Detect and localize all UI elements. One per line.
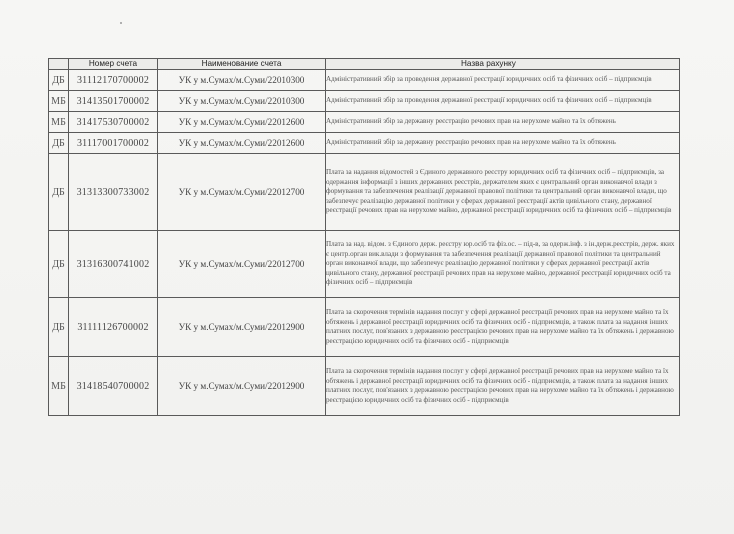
- account-description: Плата за скорочення термінів надання послуг у сфері державної реєстрації речових прав на нерухоме майно та їх обтяжень і державної реєстрації юридичних осіб та фізичних осіб - підприємців, а також плата за надання інших платних послуг, пов'язаних з державною реєстрацією речових прав на нерухоме майно та їх обтяжень і державною реєстрацією юридичних осіб та фізичних осіб - підприємців: [326, 298, 680, 357]
- account-recipient: УК у м.Сумах/м.Суми/22012600: [158, 133, 326, 154]
- account-description: Плата за над. відом. з Єдиного держ. реєстру юр.осіб та фіз.ос. – під-в, за одерж.інф. з ін.держ.реєстрів, держ. яких є центр.орган вик.влади з формування та забезпечення реалізації державної правової політики та центральний орган виконавчої влади, що забезпечує реалізацію державної політики у сферах державної реєстрації актів цивільного стану, державної реєстрації речових прав на нерухоме майно, державної реєстрації юридичних осіб та фізичних осіб – підприємців: [326, 231, 680, 298]
- header-account-title: Назва рахунку: [326, 59, 680, 70]
- budget-code: МБ: [49, 357, 69, 416]
- account-description: Адміністративний збір за державну реєстрацію речових прав на нерухоме майно та їх обтяжень: [326, 112, 680, 133]
- table-header-row: [49, 59, 680, 70]
- account-description: Плата за надання відомостей з Єдиного державного реєстру юридичних осіб та фізичних осіб – підприємців, за одержання інформації з інших державних реєстрів, держателем яких є центральний орган виконавчої влади з формування та забезпечення реалізації державної правової політики та центральний орган виконавчої влади, що забезпечує реалізацію державної політики у сферах державної реєстрації актів цивільного стану, державної реєстрації речових прав на нерухоме майно, державної реєстрації юридичних осіб та фізичних осіб – підприємців: [326, 154, 680, 231]
- table-row: [49, 357, 680, 416]
- budget-code: ДБ: [49, 154, 69, 231]
- scan-speck: [120, 22, 122, 24]
- accounts-table: [48, 58, 680, 416]
- account-number: 31117001700002: [69, 133, 158, 154]
- budget-code: ДБ: [49, 231, 69, 298]
- table-row: [49, 298, 680, 357]
- account-recipient: УК у м.Сумах/м.Суми/22012700: [158, 231, 326, 298]
- table-row: [49, 91, 680, 112]
- account-number: 31418540700002: [69, 357, 158, 416]
- account-number: 31112170700002: [69, 70, 158, 91]
- budget-code: ДБ: [49, 70, 69, 91]
- account-recipient: УК у м.Сумах/м.Суми/22012900: [158, 298, 326, 357]
- account-number: 31413501700002: [69, 91, 158, 112]
- header-code: [49, 59, 69, 70]
- account-recipient: УК у м.Сумах/м.Суми/22010300: [158, 91, 326, 112]
- account-description: Адміністративний збір за проведення державної реєстрації юридичних осіб та фізичних осіб – підприємців: [326, 70, 680, 91]
- budget-code: ДБ: [49, 298, 69, 357]
- table-row: [49, 133, 680, 154]
- account-recipient: УК у м.Сумах/м.Суми/22012700: [158, 154, 326, 231]
- account-number: 31313300733002: [69, 154, 158, 231]
- budget-code: МБ: [49, 112, 69, 133]
- account-recipient: УК у м.Сумах/м.Суми/22012900: [158, 357, 326, 416]
- table-row: [49, 112, 680, 133]
- table-row: [49, 70, 680, 91]
- account-recipient: УК у м.Сумах/м.Суми/22012600: [158, 112, 326, 133]
- header-account-name: Наименование счета: [158, 59, 326, 70]
- account-number: 31417530700002: [69, 112, 158, 133]
- header-account-number: Номер счета: [69, 59, 158, 70]
- account-description: Плата за скорочення термінів надання послуг у сфері державної реєстрації речових прав на нерухоме майно та їх обтяжень і державної реєстрації юридичних осіб та фізичних осіб - підприємців, а також плата за надання інших платних послуг, пов'язаних з державною реєстрацією речових прав на нерухоме майно та їх обтяжень і державною реєстрацією юридичних осіб та фізичних осіб - підприємців: [326, 357, 680, 416]
- table-row: [49, 231, 680, 298]
- table-row: [49, 154, 680, 231]
- budget-code: ДБ: [49, 133, 69, 154]
- account-recipient: УК у м.Сумах/м.Суми/22010300: [158, 70, 326, 91]
- account-number: 31316300741002: [69, 231, 158, 298]
- account-number: 31111126700002: [69, 298, 158, 357]
- budget-code: МБ: [49, 91, 69, 112]
- account-description: Адміністративний збір за державну реєстрацію речових прав на нерухоме майно та їх обтяжень: [326, 133, 680, 154]
- account-description: Адміністративний збір за проведення державної реєстрації юридичних осіб та фізичних осіб – підприємців: [326, 91, 680, 112]
